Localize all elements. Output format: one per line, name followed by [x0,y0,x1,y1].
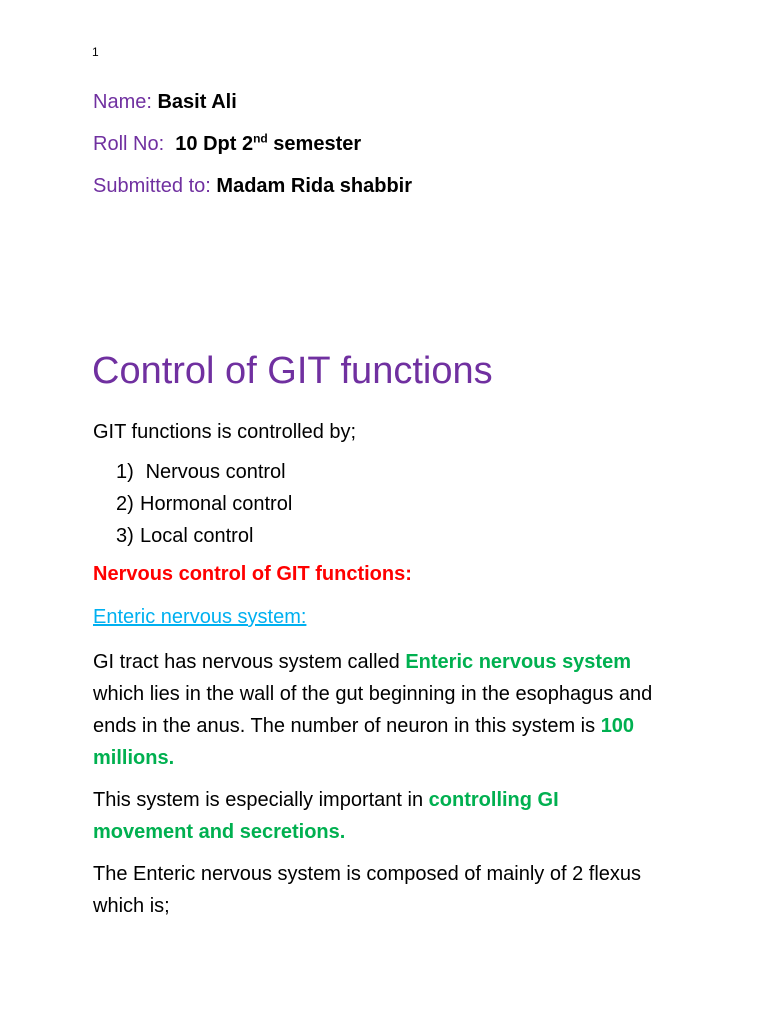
section-heading: Nervous control of GIT functions: [93,563,412,585]
highlight-enteric-system: Enteric nervous system [405,651,631,673]
list-item-number: 3) [116,525,134,547]
list-item [116,520,292,552]
list-item-number: 2) [116,493,134,515]
intro-text: GIT functions is controlled by; [93,421,357,443]
roll-value-superscript: nd [253,131,268,146]
highlight-neuron-count: 100 millions. [93,715,635,769]
control-list [116,456,292,552]
sub-heading: Enteric nervous system: [93,606,307,628]
roll-label: Roll No: [93,133,165,155]
list-item-text: Local control [140,525,254,547]
list-item-number: 1) [116,461,134,483]
name-value: Basit Ali [157,91,237,113]
highlight-controlling: controlling GI movement and secretions. [93,789,559,843]
list-item-text: Hormonal control [140,493,293,515]
list-item [116,488,292,520]
submitted-value: Madam Rida shabbir [216,175,413,197]
paragraph-composition: The Enteric nervous system is composed of mainly of 2 flexus which is; [93,863,642,917]
paragraph-text: This system is especially important in [93,789,429,811]
roll-value [170,133,361,155]
roll-value-pre: 10 Dpt 2 [175,133,254,155]
roll-line [93,133,361,156]
submitted-label: Submitted to: [93,175,211,197]
paragraph-text: which lies in the wall of the gut beginning in the esophagus and ends in the anus. The number of neuron in this system is [93,683,653,737]
list-item-text: Nervous control [145,461,286,483]
name-label: Name: [93,91,152,113]
paragraph-importance [93,784,653,848]
paragraph-text: GI tract has nervous system called [93,651,406,673]
name-line [93,91,237,114]
page-number: 1 [92,45,99,59]
list-item [116,456,292,488]
roll-value-post: semester [267,133,362,155]
document-title: Control of GIT functions [92,350,493,392]
submitted-line [93,175,412,198]
paragraph-enteric [93,646,653,774]
